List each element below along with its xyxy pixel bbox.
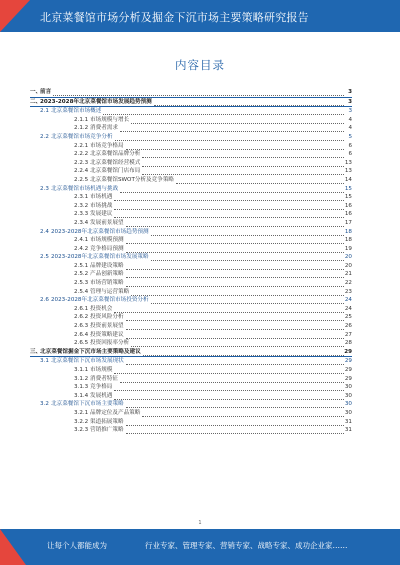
footer-slogan-left: 让每个人都能成为 <box>47 541 107 550</box>
footer-accent-triangle <box>0 529 26 565</box>
toc-entry-page: 6 <box>348 151 352 158</box>
toc-dot-leader <box>126 322 344 330</box>
toc-entry-title: 投资机会 <box>90 305 113 312</box>
toc-entry-title: 品牌建设策略 <box>90 262 124 269</box>
toc-entry-page: 27 <box>344 331 352 338</box>
toc-entry-title: 产品创新策略 <box>90 271 124 278</box>
toc-entry-number: 3.2 <box>40 401 49 408</box>
toc-entry[interactable] <box>30 167 352 176</box>
toc-entry-page: 24 <box>344 297 352 304</box>
toc-entry-page: 15 <box>344 185 352 192</box>
toc-entry-page: 3 <box>348 108 352 115</box>
toc-entry[interactable] <box>30 228 352 237</box>
toc-entry-page: 22 <box>344 280 352 287</box>
toc-entry-title: 消费者需求 <box>90 125 118 132</box>
toc-entry-number: 3.1.1 <box>74 367 89 373</box>
toc-entry-number: 2.2.2 <box>74 151 89 158</box>
toc-dot-leader <box>154 98 344 106</box>
toc-entry-number: 2.6.5 <box>74 340 89 347</box>
toc-dot-leader <box>114 392 344 400</box>
toc-entry-number: 2.6.2 <box>74 314 89 321</box>
toc-entry[interactable] <box>30 98 352 108</box>
toc-entry-title: 北京菜餐馆下沉市场发展现状 <box>51 358 124 365</box>
toc-entry[interactable] <box>30 348 352 358</box>
toc-entry-title: 管理与运营策略 <box>90 288 130 295</box>
toc-entry[interactable] <box>30 245 352 254</box>
toc-entry[interactable] <box>30 313 352 322</box>
toc-dot-leader <box>176 176 344 184</box>
toc-entry-title: 发展机遇 <box>90 392 113 399</box>
toc-entry[interactable] <box>30 142 352 151</box>
toc-entry-page: 23 <box>344 288 352 295</box>
toc-entry-number: 2.1.1 <box>74 116 89 123</box>
toc-entry[interactable] <box>30 236 352 245</box>
toc-entry-title: 市场挑战 <box>90 202 113 209</box>
toc-dot-leader <box>120 185 344 193</box>
toc-entry-page: 4 <box>348 116 352 123</box>
toc-entry-number: 2.5.2 <box>74 271 89 278</box>
toc-entry[interactable] <box>30 357 352 366</box>
toc-entry-page: 21 <box>344 271 352 278</box>
toc-entry-number: 3.1.2 <box>74 375 89 382</box>
toc-entry-title: 消费者特征 <box>90 375 118 382</box>
toc-entry[interactable] <box>30 426 352 435</box>
toc-entry[interactable] <box>30 331 352 340</box>
toc-entry-title: 2023-2028年北京菜餐馆市场投资分析 <box>51 297 149 304</box>
toc-dot-leader <box>114 366 344 374</box>
toc-entry-number: 一、 <box>30 89 42 95</box>
toc-heading: 内容目录 <box>175 58 225 72</box>
toc-entry-number: 3.1.4 <box>74 392 89 399</box>
toc-entry-title: 营销推广策略 <box>90 427 124 434</box>
toc-entry-title: 投资回报率分析 <box>90 340 130 347</box>
toc-dot-leader <box>126 426 344 434</box>
toc-entry-title: 北京菜餐馆市场概述 <box>51 108 102 115</box>
toc-entry[interactable] <box>30 366 352 375</box>
toc-entry-page: 26 <box>344 323 352 330</box>
toc-entry-number: 2.3.1 <box>74 194 89 201</box>
toc-entry-page: 3 <box>348 98 352 105</box>
toc-entry-number: 3.1.3 <box>74 384 89 391</box>
toc-entry[interactable] <box>30 339 352 348</box>
toc-entry[interactable] <box>30 133 352 142</box>
toc-dot-leader <box>126 418 344 426</box>
toc-entry[interactable] <box>30 392 352 401</box>
toc-entry-title: 发展建议 <box>90 211 113 218</box>
toc-dot-leader <box>142 159 344 167</box>
toc-dot-leader <box>126 236 344 244</box>
toc-entry[interactable] <box>30 305 352 314</box>
toc-entry-title: 市场规模 <box>90 367 113 373</box>
toc-dot-leader <box>126 262 344 270</box>
toc-entry[interactable] <box>30 400 352 409</box>
toc-entry[interactable] <box>30 279 352 288</box>
toc-entry-page: 20 <box>344 262 352 269</box>
toc-entry-title: 市场竞争格局 <box>90 142 124 149</box>
toc-entry[interactable] <box>30 383 352 392</box>
toc-entry-title: 竞争格局 <box>90 384 113 391</box>
toc-entry-page: 29 <box>344 348 352 355</box>
toc-entry-title: 2023-2028年北京菜餐馆市场发展趋势预测 <box>40 98 152 105</box>
toc-entry-number: 3.2.2 <box>74 418 89 425</box>
toc-entry[interactable] <box>30 210 352 219</box>
toc-dot-leader <box>142 167 344 175</box>
toc-entry-number: 2.3.3 <box>74 211 89 218</box>
toc-entry-title: 发展前景展望 <box>90 219 124 226</box>
toc-entry-number: 2.2 <box>40 133 49 140</box>
toc-entry-number: 2.2.3 <box>74 159 89 166</box>
toc-entry-number: 2.6.4 <box>74 331 89 338</box>
toc-dot-leader <box>131 288 344 296</box>
toc-entry-title: 北京菜餐馆SWOT分析及竞争策略 <box>90 176 175 183</box>
toc-entry-page: 24 <box>344 305 352 312</box>
toc-entry-page: 30 <box>344 409 352 416</box>
toc-entry-page: 20 <box>344 254 352 261</box>
toc-entry-page: 25 <box>344 314 352 321</box>
toc-entry-number: 2.2.4 <box>74 168 89 175</box>
toc-entry-number: 2.3.2 <box>74 202 89 209</box>
toc-entry-page: 16 <box>344 202 352 209</box>
toc-entry-number: 2.5.1 <box>74 262 89 269</box>
toc-entry-page: 19 <box>344 245 352 252</box>
toc-dot-leader <box>131 339 344 347</box>
toc-entry-page: 4 <box>348 125 352 132</box>
toc-entry[interactable] <box>30 262 352 271</box>
toc-entry-number: 二、 <box>30 98 42 105</box>
toc-dot-leader <box>151 253 344 261</box>
toc-entry-title: 北京菜餐馆市场竞争分析 <box>51 133 113 140</box>
toc-dot-leader <box>103 107 344 115</box>
toc-dot-leader <box>114 383 344 391</box>
toc-entry-number: 3.1 <box>40 358 49 365</box>
table-of-contents <box>30 88 352 435</box>
toc-dot-leader <box>126 219 344 227</box>
toc-entry-title: 前言 <box>40 89 52 95</box>
toc-entry-page: 13 <box>344 159 352 166</box>
toc-dot-leader <box>126 279 344 287</box>
toc-dot-leader <box>114 202 344 210</box>
toc-dot-leader <box>126 270 344 278</box>
toc-entry-number: 2.6.3 <box>74 323 89 330</box>
toc-entry-page: 18 <box>344 237 352 244</box>
toc-entry-number: 2.6.1 <box>74 305 89 312</box>
toc-entry-page: 15 <box>344 194 352 201</box>
toc-entry[interactable] <box>30 418 352 427</box>
toc-entry[interactable] <box>30 409 352 418</box>
toc-entry[interactable] <box>30 288 352 297</box>
toc-dot-leader <box>126 142 344 150</box>
toc-entry-number: 三、 <box>30 348 42 355</box>
toc-entry-title: 品牌定位及产品策略 <box>90 409 141 416</box>
toc-entry[interactable] <box>30 375 352 384</box>
toc-entry-title: 北京菜餐馆掘金下沉市场主要策略及建议 <box>40 348 141 355</box>
toc-dot-leader <box>126 357 344 365</box>
toc-entry-number: 2.1 <box>40 108 49 115</box>
toc-entry-number: 2.1.2 <box>74 125 89 132</box>
toc-dot-leader <box>142 409 344 417</box>
toc-entry-title: 投资策略建议 <box>90 331 124 338</box>
toc-entry[interactable] <box>30 150 352 159</box>
toc-entry-page: 31 <box>344 418 352 425</box>
toc-entry-number: 2.4.2 <box>74 245 89 252</box>
toc-entry-page: 29 <box>344 367 352 373</box>
toc-entry-page: 31 <box>344 427 352 434</box>
toc-entry-title: 北京菜餐馆门店布局 <box>90 168 141 175</box>
toc-entry-title: 竞争格局预测 <box>90 245 124 252</box>
toc-dot-leader <box>115 133 344 141</box>
toc-entry-page: 30 <box>344 392 352 399</box>
toc-entry[interactable] <box>30 185 352 194</box>
toc-dot-leader <box>126 331 344 339</box>
toc-entry-page: 17 <box>344 219 352 226</box>
toc-entry[interactable] <box>30 124 352 133</box>
toc-dot-leader <box>126 400 344 408</box>
toc-entry-page: 6 <box>348 142 352 149</box>
toc-entry[interactable] <box>30 219 352 228</box>
toc-entry-page: 16 <box>344 211 352 218</box>
footer-banner <box>0 529 400 565</box>
toc-entry-page: 5 <box>348 133 352 140</box>
toc-dot-leader <box>142 150 344 158</box>
toc-entry[interactable] <box>30 176 352 185</box>
toc-entry[interactable] <box>30 322 352 331</box>
toc-entry-number: 2.3.4 <box>74 219 89 226</box>
toc-dot-leader <box>120 375 344 383</box>
toc-entry[interactable] <box>30 159 352 168</box>
toc-entry-title: 北京菜餐馆下沉市场主要策略 <box>51 401 124 408</box>
toc-entry[interactable] <box>30 202 352 211</box>
toc-dot-leader <box>131 116 344 124</box>
toc-dot-leader <box>126 245 344 253</box>
header-banner <box>0 0 400 32</box>
toc-dot-leader <box>114 210 344 218</box>
toc-dot-leader <box>151 228 344 236</box>
toc-entry-title: 北京菜餐馆品牌分析 <box>90 151 141 158</box>
toc-entry-title: 市场规模预测 <box>90 237 124 244</box>
toc-entry[interactable] <box>30 107 352 116</box>
toc-entry-page: 30 <box>344 401 352 408</box>
toc-entry-page: 30 <box>344 384 352 391</box>
toc-entry-number: 2.5 <box>40 254 49 261</box>
toc-entry[interactable] <box>30 116 352 125</box>
toc-dot-leader <box>120 124 344 132</box>
footer-slogan-right: 行业专家、管理专家、营销专家、战略专家、成功企业家…… <box>145 541 348 550</box>
toc-entry-title: 投资风险分析 <box>90 314 124 321</box>
toc-dot-leader <box>126 313 344 321</box>
toc-entry-title: 渠道拓展策略 <box>90 418 124 425</box>
toc-entry-number: 2.5.3 <box>74 280 89 287</box>
header-accent-triangle <box>0 0 30 32</box>
toc-entry-number: 2.2.1 <box>74 142 89 149</box>
toc-entry-number: 2.3 <box>40 185 49 192</box>
toc-entry-page: 29 <box>344 375 352 382</box>
toc-entry-title: 市场机遇 <box>90 194 113 201</box>
toc-entry[interactable] <box>30 296 352 305</box>
toc-entry-number: 2.4.1 <box>74 237 89 244</box>
toc-dot-leader <box>114 193 344 201</box>
toc-entry-number: 2.5.4 <box>74 288 89 295</box>
toc-dot-leader <box>114 305 344 313</box>
toc-entry-page: 3 <box>348 89 352 95</box>
toc-entry-number: 3.2.3 <box>74 427 89 434</box>
toc-entry-title: 北京菜餐馆市场机遇与挑战 <box>51 185 119 192</box>
toc-entry-page: 28 <box>344 340 352 347</box>
toc-dot-leader <box>151 296 344 304</box>
toc-entry-page: 18 <box>344 228 352 235</box>
page-number: 1 <box>198 520 202 526</box>
toc-entry-page: 14 <box>344 176 352 183</box>
toc-entry[interactable] <box>30 253 352 262</box>
toc-entry-number: 3.2.1 <box>74 409 89 416</box>
toc-entry[interactable] <box>30 88 352 98</box>
toc-entry-title: 北京菜餐馆经营模式 <box>90 159 141 166</box>
toc-entry[interactable] <box>30 193 352 202</box>
toc-entry[interactable] <box>30 270 352 279</box>
toc-entry-title: 2023-2028年北京菜餐馆市场发展策略 <box>51 254 149 261</box>
toc-dot-leader <box>143 348 344 356</box>
toc-entry-number: 2.2.5 <box>74 176 89 183</box>
toc-entry-title: 市场规模与增长 <box>90 116 130 123</box>
toc-entry-number: 2.4 <box>40 228 49 235</box>
toc-entry-page: 29 <box>344 358 352 365</box>
toc-entry-title: 市场营销策略 <box>90 280 124 287</box>
toc-entry-number: 2.6 <box>40 297 49 304</box>
toc-entry-title: 2023-2028年北京菜餐馆市场趋势预测 <box>51 228 149 235</box>
toc-dot-leader <box>53 88 344 96</box>
toc-entry-page: 13 <box>344 168 352 175</box>
report-title: 北京菜餐馆市场分析及掘金下沉市场主要策略研究报告 <box>40 11 309 24</box>
toc-entry-title: 投资前景展望 <box>90 323 124 330</box>
